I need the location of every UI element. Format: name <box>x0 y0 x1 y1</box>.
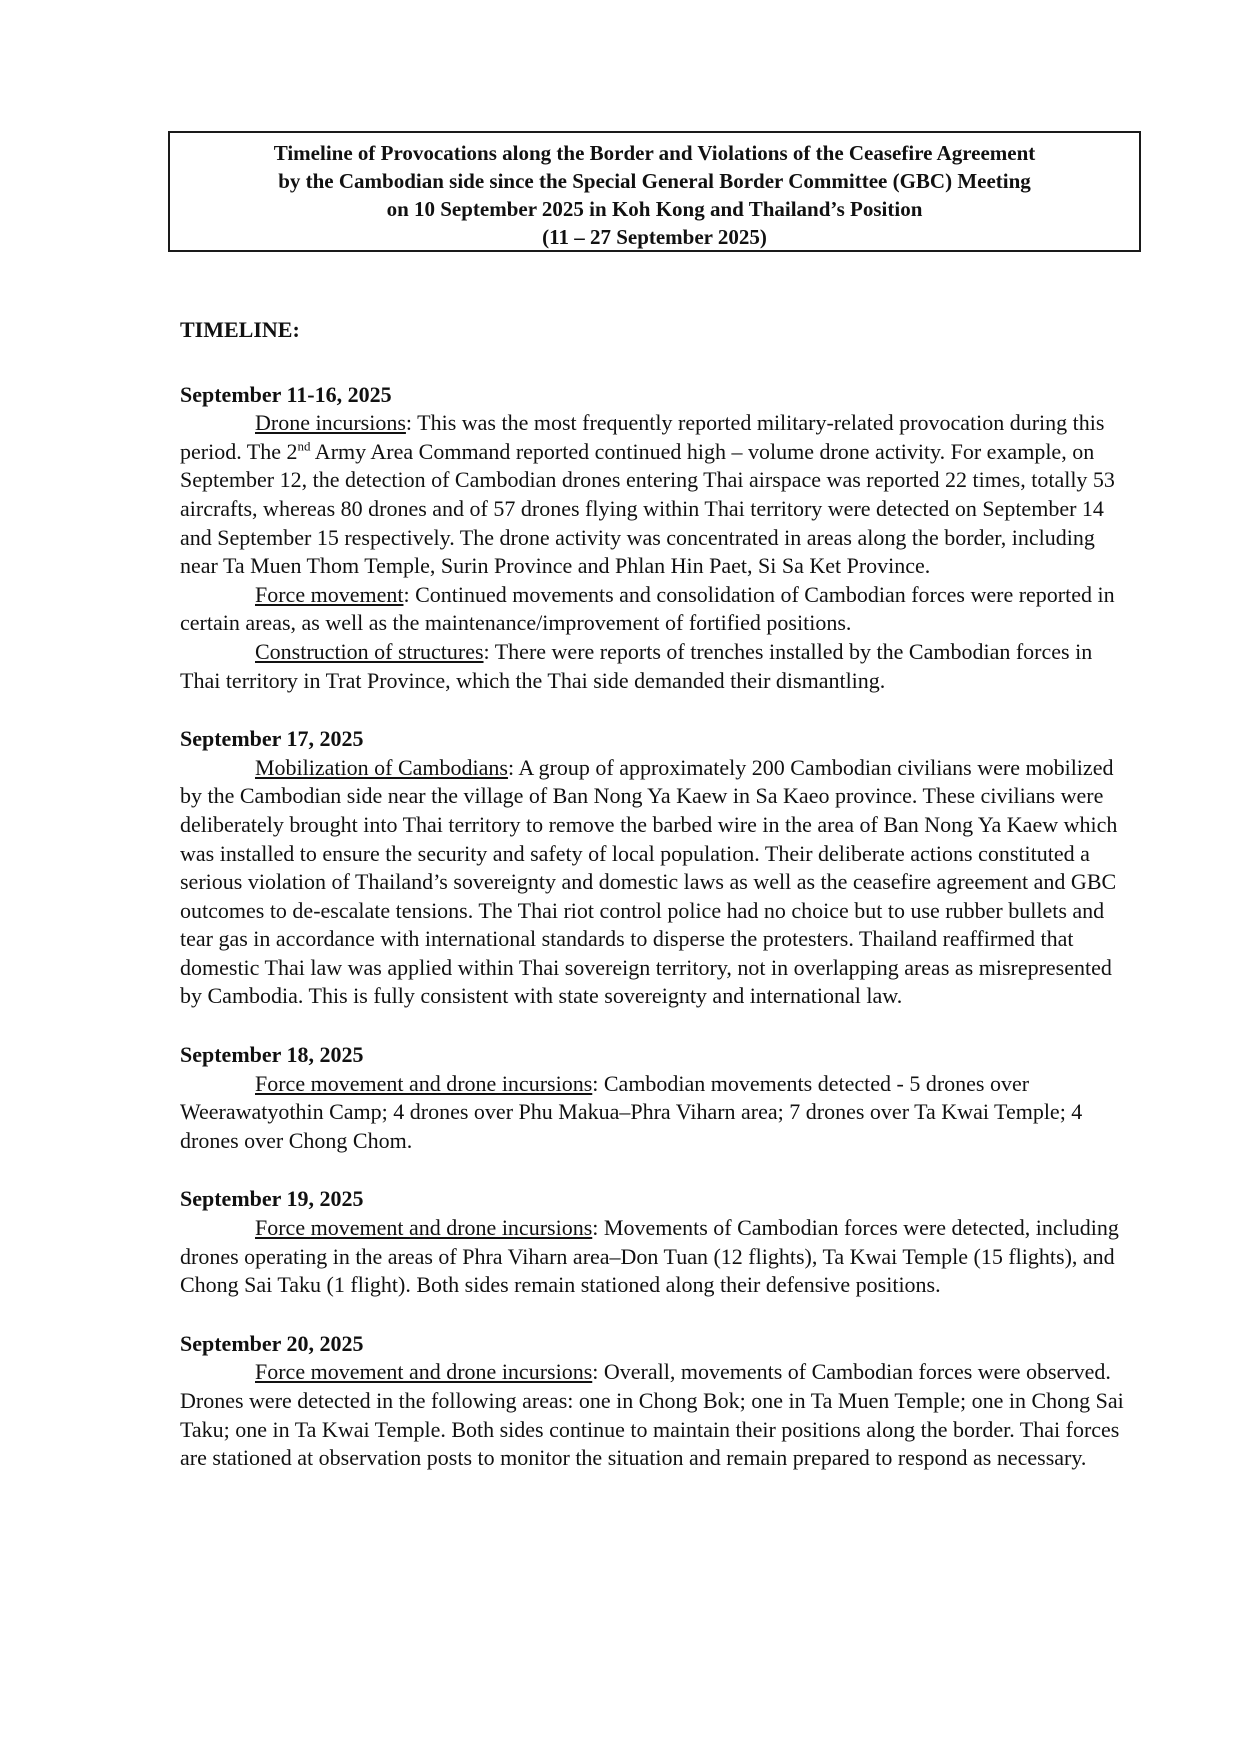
section-heading: TIMELINE: <box>180 317 300 342</box>
entry-paragraph <box>180 1214 1130 1300</box>
title-line: (11 – 27 September 2025) <box>542 225 767 249</box>
entry-date: September 19, 2025 <box>180 1186 364 1212</box>
paragraph-text: : There were reports of trenches installed by the Cambodian forces in Thai territory in Trat Province, which the Thai side demanded their dismantling. <box>180 638 1093 693</box>
timeline-entry <box>180 1330 1130 1473</box>
paragraph-text: : A group of approximately 200 Cambodian civilians were mobilized by the Cambodian side near the village of Ban Nong Ya Kaew in Sa Kaeo province. These civilians were deliberately brought into Thai territory to remove the barbed wire in the area of Ban Nong Ya Kaew which was installed to ensure the security and safety of local population. Their deliberate actions constituted a serious violation of Thailand’s sovereignty and domestic laws as well as the ceasefire agreement and GBC outcomes to de-escalate tensions. The Thai riot control police had no choice but to use rubber bullets and tear gas in accordance with international standards to disperse the protesters. Thailand reaffirmed that domestic Thai law was applied within Thai sovereign territory, not in overlapping areas as misrepresented by Cambodia. This is fully consistent with state sovereignty and international law. <box>180 754 1118 1009</box>
paragraph-text: Army Area Command reported continued high – volume drone activity. For example, on September 12, the detection of Cambodian drones entering Thai airspace was reported 22 times, totally 53 aircrafts, whereas 80 drones and of 57 drones flying within Thai territory were detected on September 14 and September 15 respectively. The drone activity was concentrated in areas along the border, including near Ta Muen Thom Temple, Surin Province and Phlan Hin Paet, Si Sa Ket Province. <box>180 438 1115 579</box>
timeline-entry <box>180 1185 1130 1299</box>
document-body <box>180 316 1130 1503</box>
paragraph-text: : Cambodian movements detected - 5 drones over Weerawatyothin Camp; 4 drones over Phu Makua–Phra Viharn area; 7 drones over Ta Kwai Temple; 4 drones over Chong Chom. <box>180 1070 1083 1153</box>
paragraph-topic: Force movement and drone incursions <box>255 1070 593 1096</box>
entry-paragraph <box>180 638 1130 695</box>
title-line: by the Cambodian side since the Special General Border Committee (GBC) Meeting <box>278 169 1031 193</box>
entry-date: September 11-16, 2025 <box>180 381 392 407</box>
timeline-entry <box>180 725 1130 1011</box>
title-line: Timeline of Provocations along the Border and Violations of the Ceasefire Agreement <box>273 141 1036 165</box>
title-box <box>168 131 1141 252</box>
entry-paragraph <box>180 1358 1130 1472</box>
paragraph-topic: Construction of structures <box>255 638 484 664</box>
paragraph-topic: Mobilization of Cambodians <box>255 754 508 780</box>
ordinal-suffix: nd <box>297 438 311 454</box>
entry-date: September 20, 2025 <box>180 1330 364 1356</box>
paragraph-text: : This was the most frequently reported military-related provocation during this period. The 2 <box>180 410 1105 464</box>
timeline-entry <box>180 381 1130 696</box>
title-line: on 10 September 2025 in Koh Kong and Thailand’s Position <box>386 197 923 221</box>
paragraph-text: : Overall, movements of Cambodian forces were observed. Drones were detected in the following areas: one in Chong Bok; one in Ta Muen Temple; one in Chong Sai Taku; one in Ta Kwai Temple. Both sides continue to maintain their positions along the border. Thai forces are stationed at observation posts to monitor the situation and remain prepared to respond as necessary. <box>180 1359 1124 1471</box>
paragraph-text: : Movements of Cambodian forces were detected, including drones operating in the areas of Phra Viharn area–Don Tuan (12 flights), Ta Kwai Temple (15 flights), and Chong Sai Taku (1 flight). Both sides remain stationed along their defensive positions. <box>180 1215 1119 1298</box>
paragraph-topic: Force movement <box>255 581 404 607</box>
paragraph-topic: Force movement and drone incursions <box>255 1359 593 1385</box>
entry-paragraph <box>180 409 1130 581</box>
entry-date: September 17, 2025 <box>180 726 364 752</box>
entry-date: September 18, 2025 <box>180 1042 364 1068</box>
paragraph-topic: Force movement and drone incursions <box>255 1215 593 1241</box>
timeline-entry <box>180 1041 1130 1155</box>
paragraph-topic: Drone incursions <box>255 410 406 436</box>
entry-paragraph <box>180 754 1130 1011</box>
entry-paragraph <box>180 1070 1130 1156</box>
entry-paragraph <box>180 581 1130 638</box>
paragraph-text: : Continued movements and consolidation of Cambodian forces were reported in certain areas, as well as the maintenance/improvement of fortified positions. <box>180 581 1115 636</box>
